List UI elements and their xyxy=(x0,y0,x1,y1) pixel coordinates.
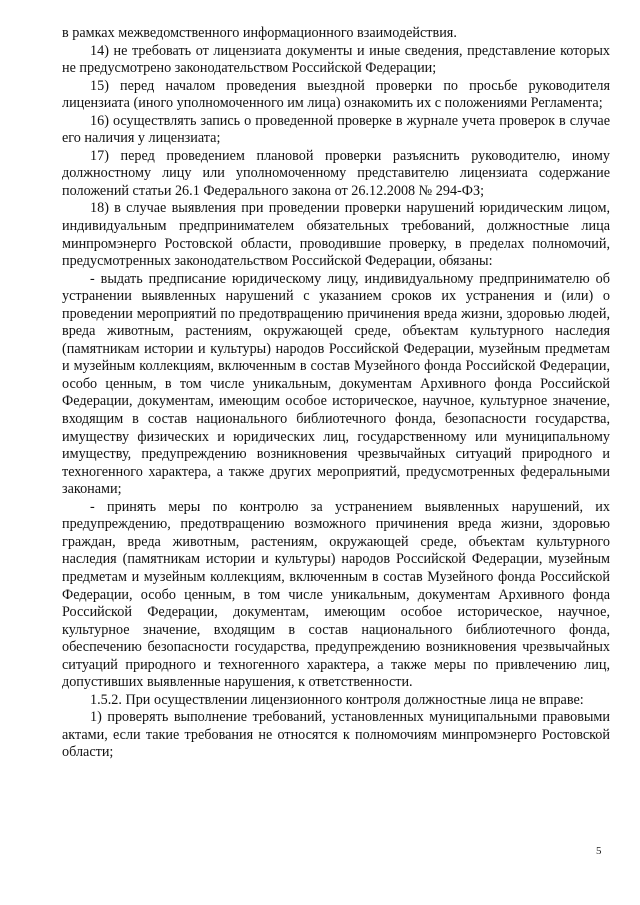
paragraph-prohibition-1: 1) проверять выполнение требований, установленных муниципальными правовыми актами, если такие требования не относятся к полномочиям минпромэнерго Ростовской области; xyxy=(62,709,610,761)
paragraph-item-16: 16) осуществлять запись о проведенной проверке в журнале учета проверок в случае его наличия у лицензиата; xyxy=(62,112,610,147)
paragraph-item-17: 17) перед проведением плановой проверки разъяснить руководителю, иному должностному лицу или уполномоченному представителю лицензиата содержание положений статьи 26.1 Федерального закона от 26.12.2008 № 294-ФЗ; xyxy=(62,147,610,199)
document-body xyxy=(62,25,610,762)
paragraph-item-14: 14) не требовать от лицензиата документы и иные сведения, представление которых не предусмотрено законодательством Российской Федерации; xyxy=(62,42,610,77)
paragraph-continuation: в рамках межведомственного информационного взаимодействия. xyxy=(62,25,457,41)
paragraph-item-18: 18) в случае выявления при проведении проверки нарушений юридическим лицом, индивидуальным предпринимателем обязательных требований, должностные лица минпромэнерго Ростовской области, проводившие проверку, в пределах полномочий, предусмотренных законодательством Российской Федерации, обязаны: xyxy=(62,200,610,270)
paragraph-item-15: 15) перед началом проведения выездной проверки по просьбе руководителя лицензиата (иного уполномоченного им лица) ознакомить их с положениями Регламента; xyxy=(62,77,610,112)
paragraph-issue-order: - выдать предписание юридическому лицу, индивидуальному предпринимателю об устранении выявленных нарушений с указанием сроков их устранения и (или) о проведении мероприятий по предотвращению причинения вреда жизни, здоровью людей, вреда животным, растениям, окружающей среде, объектам культурного наследия (памятникам истории и культуры) народов Российской Федерации, музейным предметам и музейным коллекциям, включенным в состав Музейного фонда Российской Федерации, особо ценным, в том числе уникальным, документам Архивного фонда Российской Федерации, документам, имеющим особое историческое, научное, культурное значение, входящим в состав национального библиотечного фонда, безопасности государства, имуществу физических и юридических лиц, государственному или муниципальному имуществу, предупреждению возникновения чрезвычайных ситуаций природного и техногенного характера, а также других мероприятий, предусмотренных федеральными законами; xyxy=(62,270,610,498)
page-number: 5 xyxy=(596,845,602,857)
paragraph-section-1-5-2: 1.5.2. При осуществлении лицензионного контроля должностные лица не вправе: xyxy=(90,691,584,708)
paragraph-take-measures: - принять меры по контролю за устранением выявленных нарушений, их предупреждению, предотвращению возможного причинения вреда жизни, здоровью граждан, вреда животным, растениям, окружающей среде, объектам культурного наследия (памятникам истории и культуры) народов Российской Федерации, музейным предметам и музейным коллекциям, включенным в состав Музейного фонда Российской Федерации, особо ценным, в том числе уникальным, документам Архивного фонда Российской Федерации, документам, имеющим особое историческое, научное, культурное значение, входящим в состав национального библиотечного фонда, обеспечению безопасности государства, предупреждению возникновения чрезвычайных ситуаций природного и техногенного характера, а также меры по привлечению лиц, допустивших выявленные нарушения, к ответственности. xyxy=(62,498,610,691)
